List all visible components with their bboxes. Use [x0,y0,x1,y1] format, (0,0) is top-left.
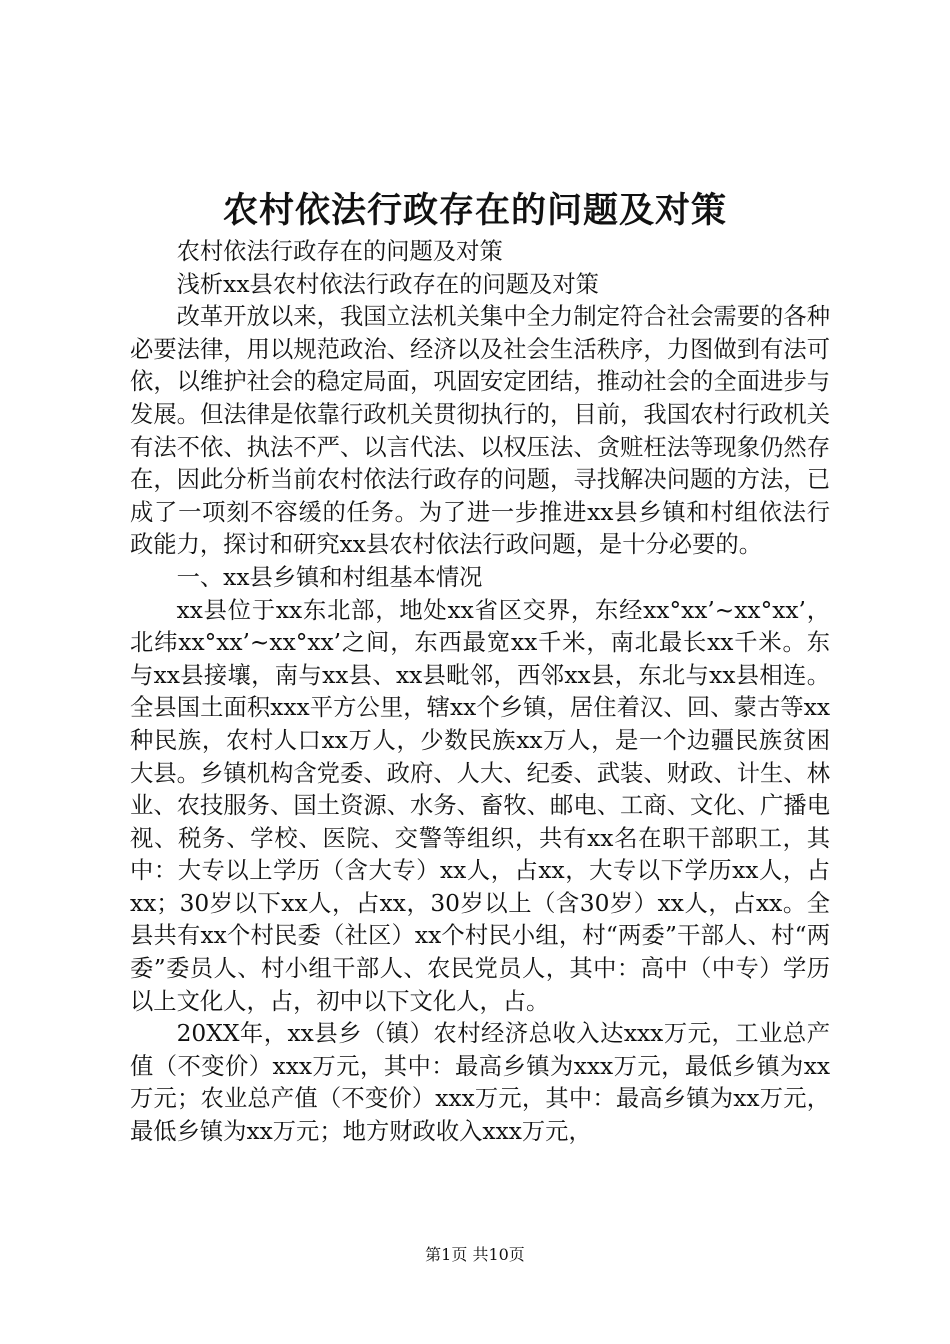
paragraph-subtitle: 农村依法行政存在的问题及对策 [176,238,503,265]
paragraph-analysis-title: 浅析xx县农村依法行政存在的问题及对策 [176,270,599,298]
page-footer: 第1页 共10页 [425,1245,525,1264]
section-heading-basic-situation: 一、xx县乡镇和村组基本情况 [176,563,483,591]
paragraph-economy: 20XX年，xx县乡（镇）农村经济总收入达xxx万元，工业总产值（不变价）xxx万元，其中：最高乡镇为xxx万元，最低乡镇为xx万元；农业总产值（不变价）xxx万元，其中：最高乡镇为xx万元，最低乡镇为xx万元；地方财政收入xxx万元， [130,1020,830,1146]
paragraph-introduction: 改革开放以来，我国立法机关集中全力制定符合社会需要的各种必要法律，用以规范政治、经济以及社会生活秩序，力图做到有法可依，以维护社会的稳定局面，巩固安定团结，推动社会的全面进步与发展。但法律是依靠行政机关贯彻执行的，目前，我国农村行政机关有法不依、执法不严、以言代法、以权压法、贪赃枉法等现象仍然存在，因此分析当前农村依法行政存的问题，寻找解决问题的方法，已成了一项刻不容缓的任务。为了进一步推进xx县乡镇和村组依法行政能力，探讨和研究xx县农村依法行政问题，是十分必要的。 [130,303,830,559]
document-body [130,236,830,1149]
document-title: 农村依法行政存在的问题及对策 [222,190,727,231]
paragraph-county-overview: xx县位于xx东北部，地处xx省区交界，东经xx°xx’~xx°xx’，北纬xx°xx’~xx°xx’之间，东西最宽xx千米，南北最长xx千米。东与xx县接壤，南与xx县、xx县毗邻，西邻xx县，东北与xx县相连。全县国土面积xxx平方公里，辖xx个乡镇，居住着汉、回、蒙古等xx种民族，农村人口xx万人，少数民族xx万人，是一个边疆民族贫困大县。乡镇机构含党委、政府、人大、纪委、武装、财政、计生、林业、农技服务、国土资源、水务、畜牧、邮电、工商、文化、广播电视、税务、学校、医院、交警等组织，共有xx名在职干部职工，其中：大专以上学历（含大专）xx人，占xx，大专以下学历xx人，占xx；30岁以下xx人，占xx，30岁以上（含30岁）xx人，占xx。全县共有xx个村民委（社区）xx个村民小组，村“两委”干部人、村“两委”委员人、村小组干部人、农民党员人，其中：高中（中专）学历以上文化人，占，初中以下文化人，占。 [130,596,830,1015]
